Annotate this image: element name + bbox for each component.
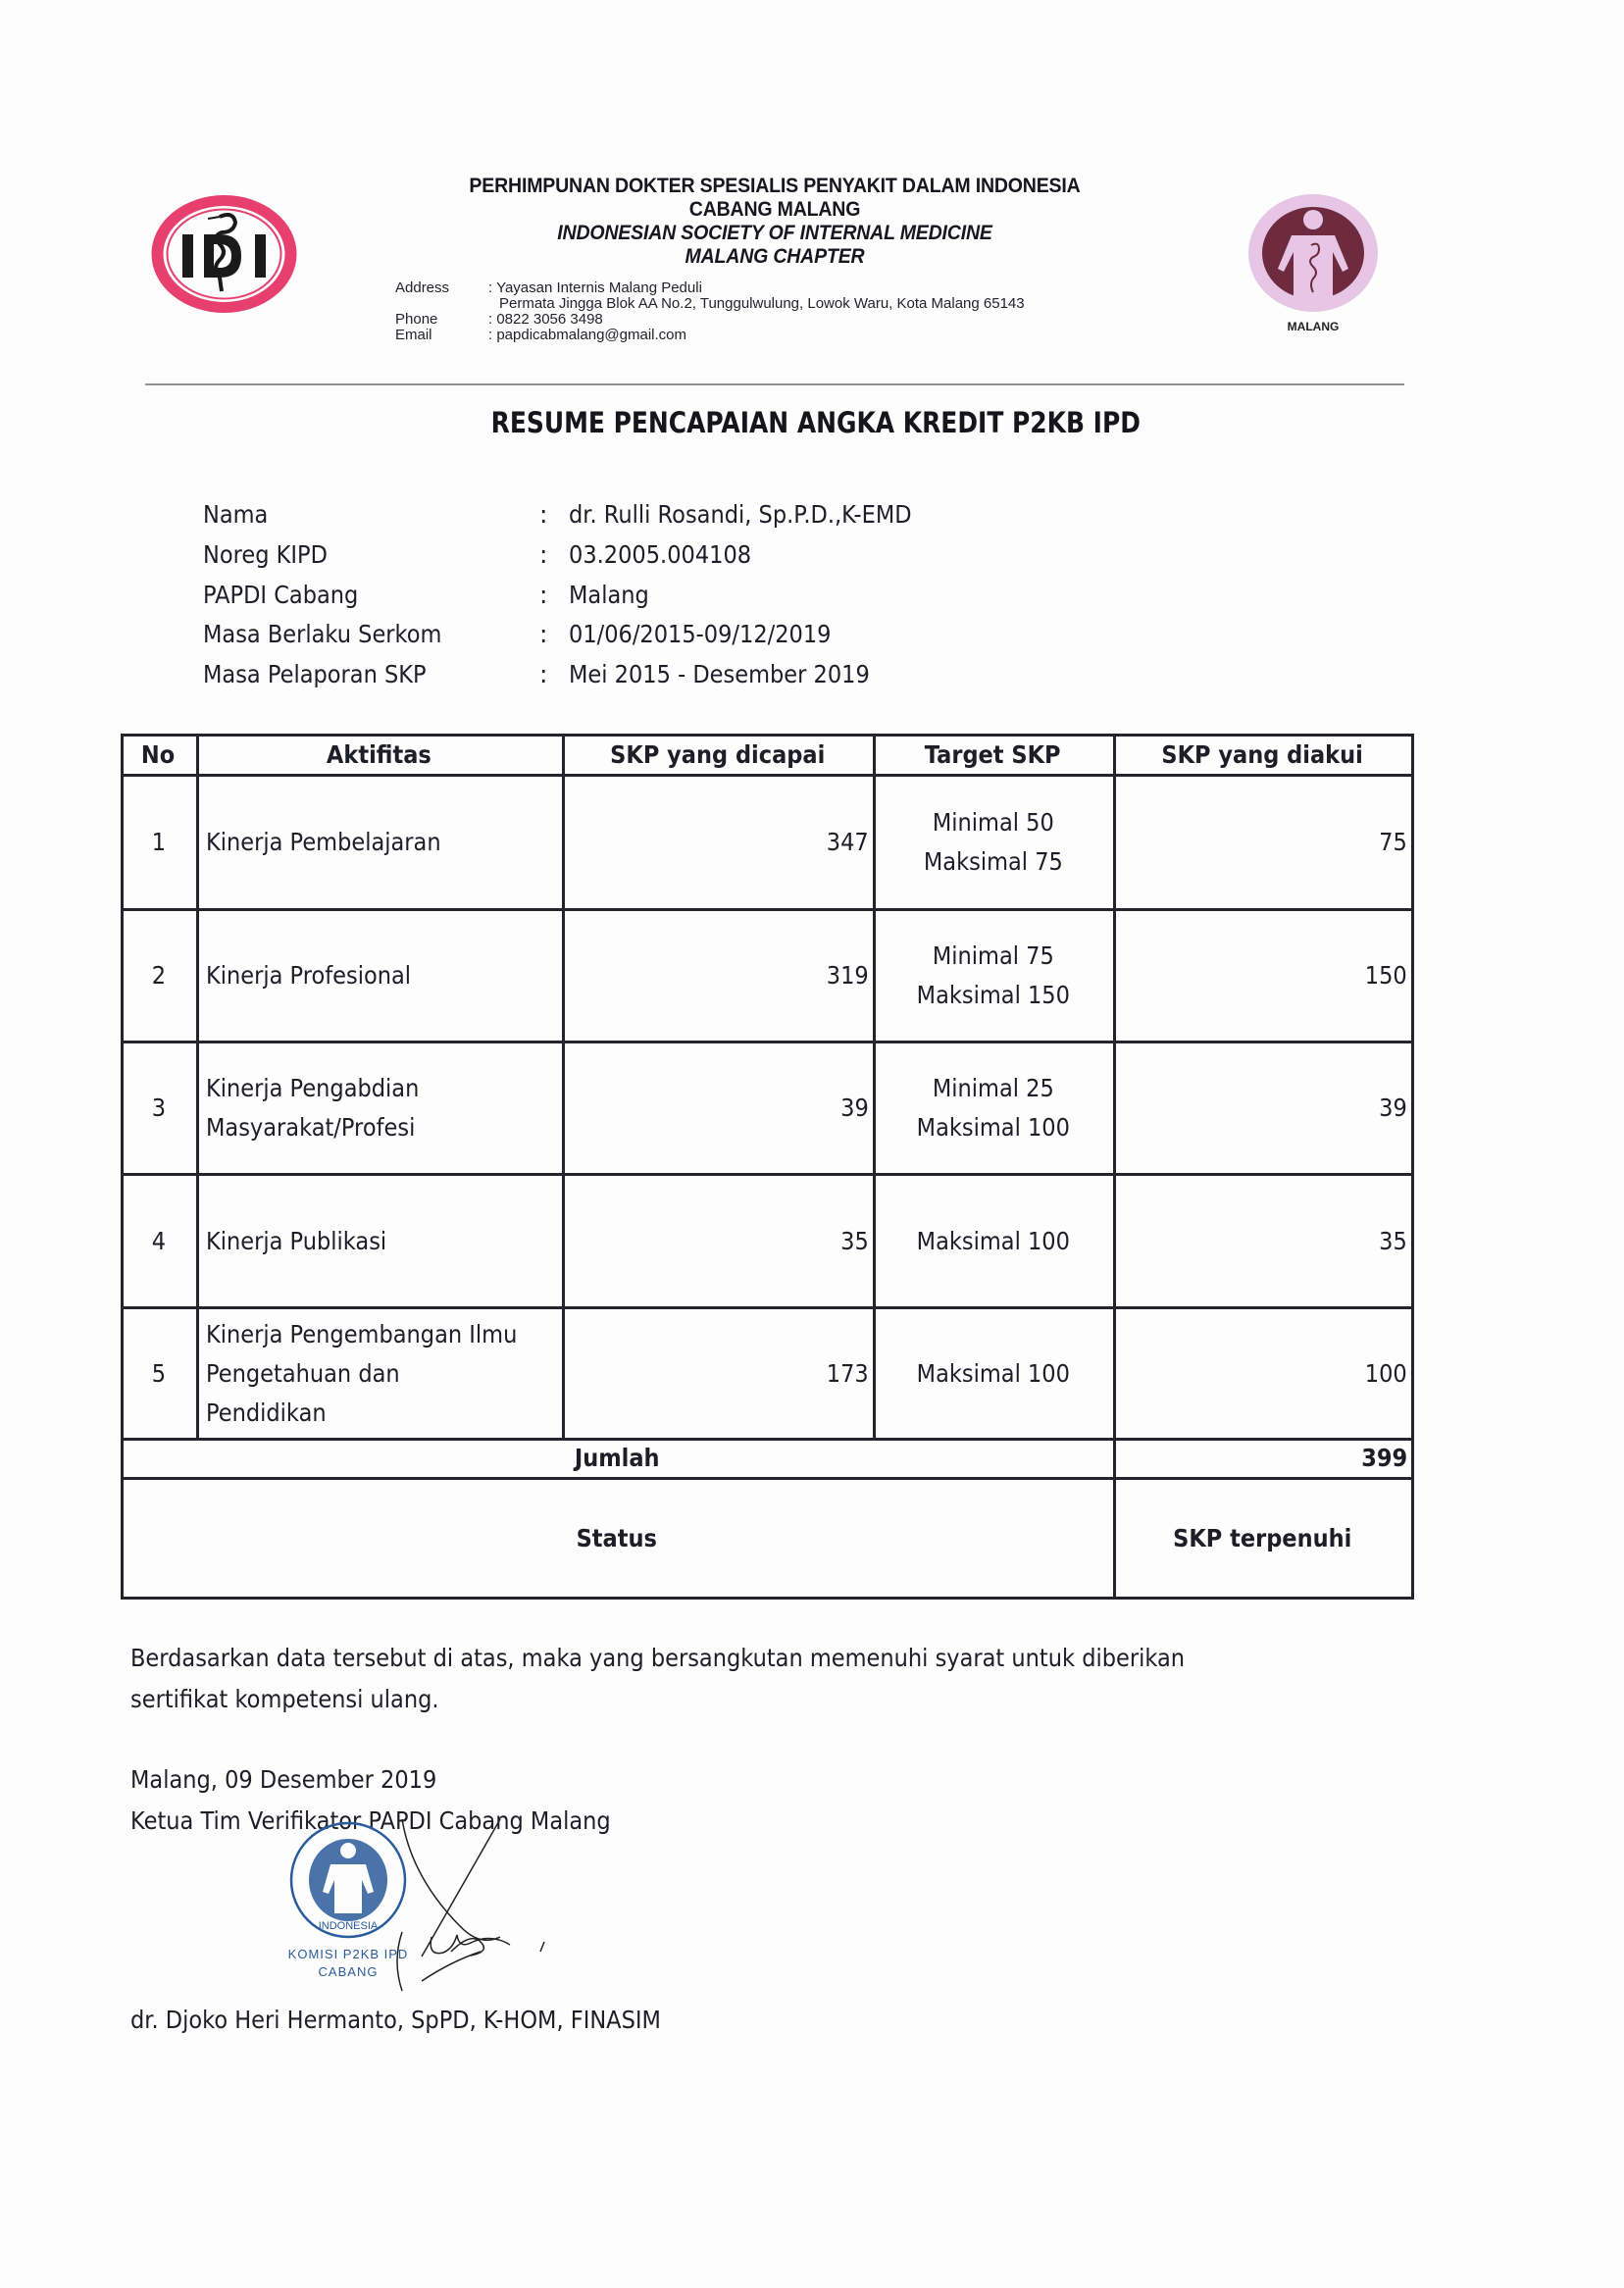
- row-recognized: 100: [1365, 1358, 1407, 1388]
- header-divider: [145, 383, 1404, 385]
- row-activity: Kinerja Pengabdian Masyarakat/Profesi: [206, 1074, 420, 1142]
- table-border: [1411, 734, 1414, 1600]
- status-value: SKP terpenuhi: [1172, 1523, 1352, 1552]
- signature-icon: [294, 1814, 588, 2010]
- field-sep: :: [539, 581, 548, 609]
- row-achieved: 173: [827, 1358, 869, 1388]
- stamp-text-line1: KOMISI P2KB IPD: [287, 1947, 409, 1961]
- field-value: 01/06/2015-09/12/2019: [569, 620, 832, 648]
- row-activity: Kinerja Publikasi: [206, 1226, 387, 1255]
- row-recognized: 150: [1365, 961, 1407, 990]
- row-activity: Kinerja Profesional: [206, 961, 412, 990]
- place-date: Malang, 09 Desember 2019: [130, 1765, 437, 1794]
- row-achieved: 319: [827, 961, 869, 990]
- phone-value: : 0822 3056 3498: [488, 311, 603, 328]
- total-label: Jumlah: [574, 1444, 660, 1472]
- row-achieved: 35: [840, 1226, 869, 1255]
- address-label: Address: [395, 280, 450, 296]
- field-sep: :: [539, 500, 548, 529]
- phone-row: [395, 312, 603, 327]
- field-label: Nama: [203, 500, 269, 529]
- field-value: dr. Rulli Rosandi, Sp.P.D.,K-EMD: [569, 500, 912, 529]
- field-label: Masa Pelaporan SKP: [203, 660, 427, 688]
- row-no: 2: [151, 961, 166, 990]
- address-line1: : Yayasan Internis Malang Peduli: [488, 280, 702, 296]
- field-label: Noreg KIPD: [203, 540, 328, 569]
- address-row: [395, 280, 702, 295]
- skp-table: [121, 734, 1414, 1600]
- stamp-text-line2: CABANG: [318, 1964, 379, 1979]
- col-header-skp-dicapai: SKP yang dicapai: [609, 740, 826, 769]
- row-achieved: 39: [840, 1093, 869, 1122]
- papdi-logo-caption: MALANG: [1287, 320, 1340, 333]
- col-header-no: No: [141, 740, 176, 769]
- email-value: : papdicabmalang@gmail.com: [488, 327, 686, 343]
- row-no: 3: [151, 1093, 166, 1122]
- row-no: 1: [151, 828, 166, 856]
- field-value: 03.2005.004108: [569, 540, 752, 569]
- email-label: Email: [395, 327, 432, 343]
- row-target: Maksimal 100: [916, 1226, 1070, 1255]
- stamp-ring-text: INDONESIA: [318, 1920, 379, 1932]
- statement-line2: sertifikat kompetensi ulang.: [130, 1685, 439, 1713]
- row-activity: Kinerja Pembelajaran: [206, 828, 441, 856]
- field-label: Masa Berlaku Serkom: [203, 620, 442, 648]
- org-name-en: INDONESIAN SOCIETY OF INTERNAL MEDICINE: [557, 222, 992, 244]
- table-border: [121, 1597, 1414, 1600]
- row-target: Maksimal 100: [916, 1358, 1070, 1388]
- org-name: PERHIMPUNAN DOKTER SPESIALIS PENYAKIT DALAM INDONESIA: [469, 175, 1081, 197]
- row-recognized: 75: [1379, 828, 1407, 856]
- col-header-target-skp: Target SKP: [925, 740, 1061, 769]
- field-sep: :: [539, 540, 548, 569]
- document-title: RESUME PENCAPAIAN ANGKA KREDIT P2KB IPD: [490, 406, 1141, 439]
- status-label: Status: [576, 1523, 658, 1552]
- row-target: Minimal 50 Maksimal 75: [923, 808, 1063, 876]
- field-sep: :: [539, 620, 548, 648]
- email-row: [395, 328, 686, 342]
- row-achieved: 347: [827, 828, 869, 856]
- field-value: Malang: [569, 581, 649, 609]
- phone-label: Phone: [395, 311, 438, 328]
- papdi-logo-icon: [1238, 192, 1390, 334]
- row-activity: Kinerja Pengembangan Ilmu Pengetahuan dan Pendidikan: [206, 1319, 518, 1427]
- total-value: 399: [1361, 1444, 1407, 1472]
- row-no: 4: [151, 1226, 166, 1255]
- col-header-aktifitas: Aktifitas: [327, 740, 431, 769]
- row-target: Minimal 75 Maksimal 150: [916, 941, 1070, 1009]
- field-value: Mei 2015 - Desember 2019: [569, 660, 870, 688]
- signer-title: Ketua Tim Verifikator PAPDI Cabang Malang: [130, 1806, 611, 1835]
- signer-name: dr. Djoko Heri Hermanto, SpPD, K-HOM, FINASIM: [130, 2006, 661, 2034]
- row-target: Minimal 25 Maksimal 100: [916, 1074, 1070, 1142]
- field-sep: :: [539, 660, 548, 688]
- idi-logo-icon: [149, 193, 299, 315]
- org-branch: CABANG MALANG: [688, 198, 861, 221]
- col-header-skp-diakui: SKP yang diakui: [1161, 740, 1363, 769]
- field-label: PAPDI Cabang: [203, 581, 359, 609]
- row-recognized: 35: [1379, 1226, 1407, 1255]
- statement-line1: Berdasarkan data tersebut di atas, maka yang bersangkutan memenuhi syarat untuk diberikan: [130, 1644, 1186, 1672]
- org-chapter-en: MALANG CHAPTER: [685, 245, 865, 268]
- row-no: 5: [151, 1358, 166, 1388]
- address-line2: Permata Jingga Blok AA No.2, Tunggulwulung, Lowok Waru, Kota Malang 65143: [499, 295, 1025, 312]
- row-recognized: 39: [1379, 1093, 1407, 1122]
